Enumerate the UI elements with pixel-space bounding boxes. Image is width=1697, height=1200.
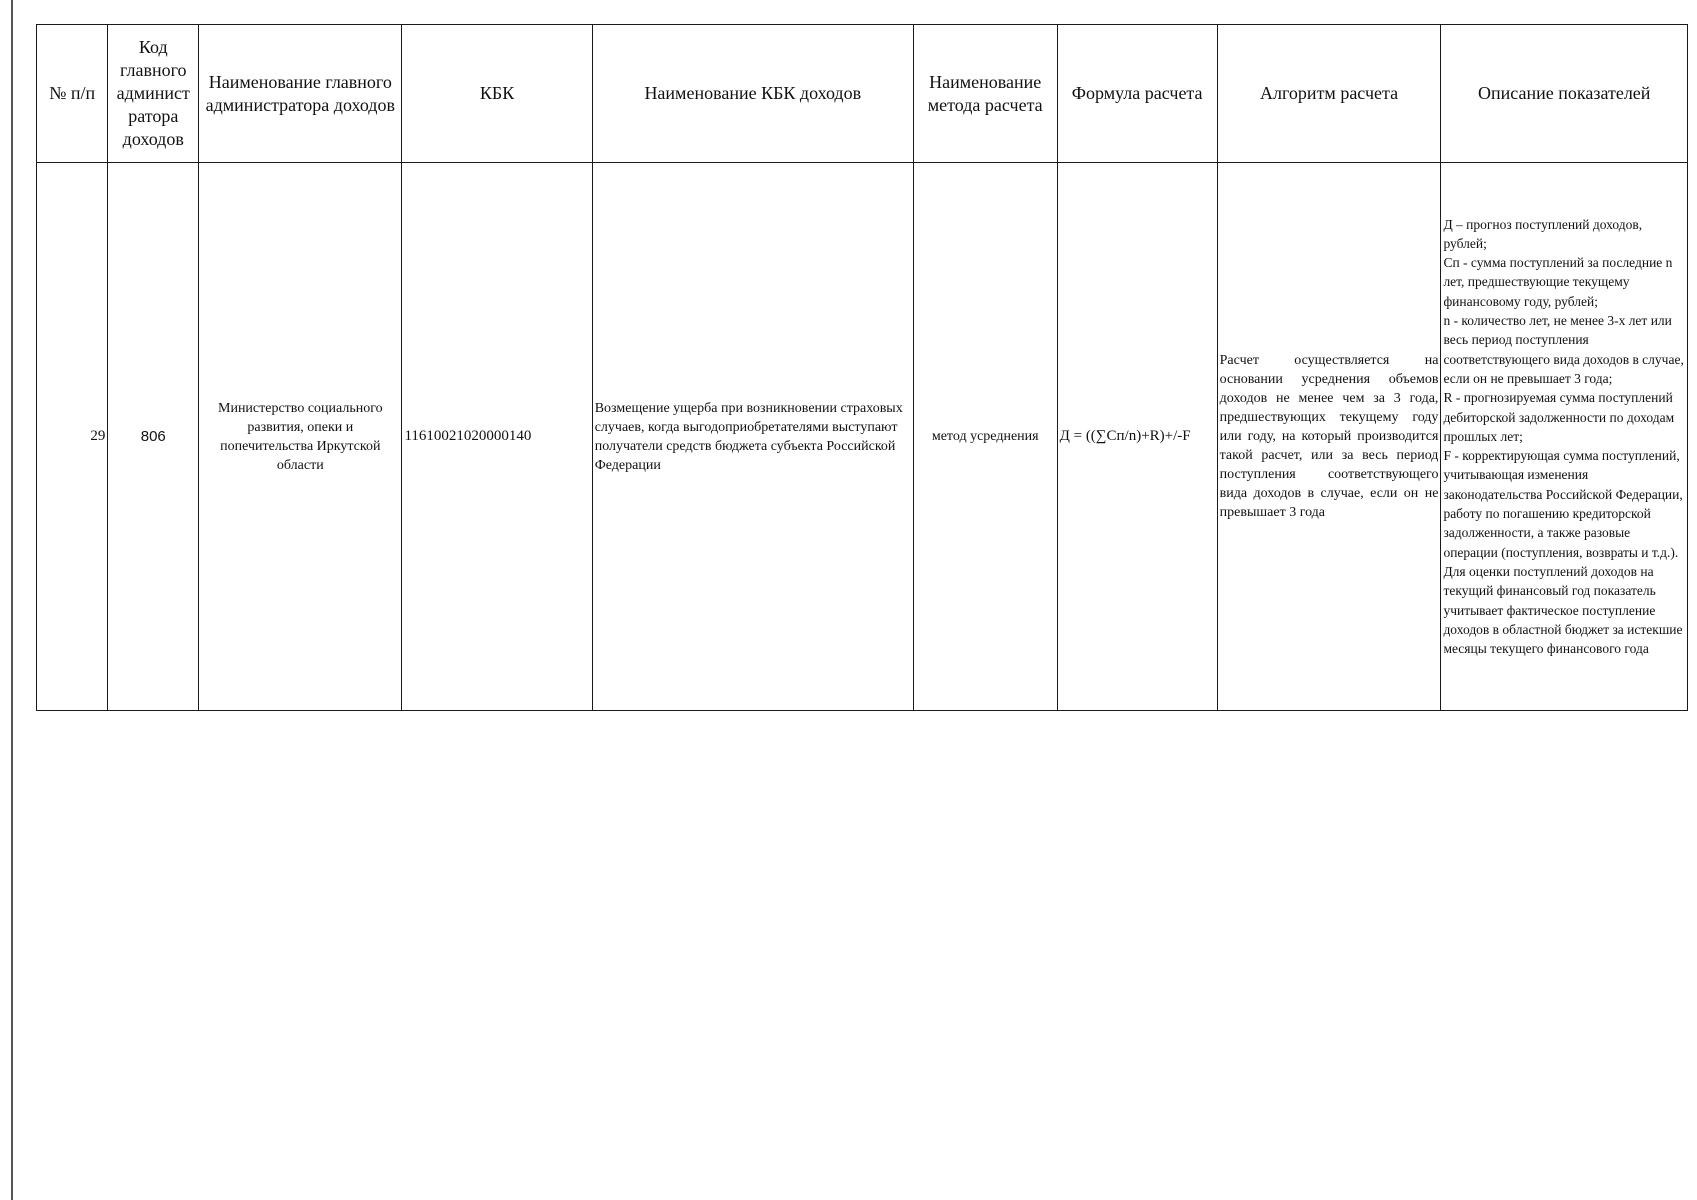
row-algorithm: Расчет осуществляется на основании усреднения объемов доходов не менее чем за 3 года, предшествующих текущему году или году, на который производится такой расчет, или за весь период поступления соответствующего вида доходов в случае, если он не превышает 3 года [1217,163,1441,711]
row-admin-code: 806 [108,163,199,711]
page-edge-line [11,0,13,1200]
revenue-forecast-table [36,24,1688,711]
row-description [1441,163,1688,711]
header-method: Наименование метода расчета [913,25,1057,163]
row-admin-name: Министерство социального развития, опеки и попечительства Иркутской области [199,163,402,711]
header-num: № п/п [37,25,108,163]
description-line-f: F - корректирующая сумма поступлений, учитывающая изменения законодательства Российской Федерации, работу по погашению кредиторской задолженности, а также разовые операции (поступления, возвраты и т.д.). Для оценки поступлений доходов на текущий финансовый год показатель учитывает фактическое поступление доходов в областной бюджет за истекшие месяцы текущего финансового года [1443,448,1683,657]
row-kbk-name: Возмещение ущерба при возникновении страховых случаев, когда выгодоприобретателями выступают получатели средств бюджета субъекта Российской Федерации [592,163,913,711]
header-kbk-name: Наименование КБК доходов [592,25,913,163]
description-line-r: R - прогнозируемая сумма поступлений дебиторской задолженности по доходам прошлых лет; [1443,390,1675,444]
header-admin-code: Код главного админист ратора доходов [108,25,199,163]
header-kbk: КБК [402,25,592,163]
description-line-d: Д – прогноз поступлений доходов, рублей; [1443,216,1643,251]
row-method: метод усреднения [913,163,1057,711]
header-formula: Формула расчета [1057,25,1217,163]
header-algorithm: Алгоритм расчета [1217,25,1441,163]
description-line-sp: Сп - сумма поступлений за последние n лет, предшествующие текущему финансовому году, рублей; [1443,255,1673,309]
table-row [37,163,1688,711]
header-admin-name: Наименование главного администратора доходов [199,25,402,163]
table-header-row [37,25,1688,163]
description-line-n: n - количество лет, не менее 3-х лет или весь период поступления соответствующего вида доходов в случае, если он не превышает 3 года; [1443,313,1684,386]
row-formula: Д = ((∑Сп/n)+R)+/-F [1057,163,1217,711]
header-description: Описание показателей [1441,25,1688,163]
row-num: 29 [37,163,108,711]
row-kbk: 11610021020000140 [402,163,592,711]
